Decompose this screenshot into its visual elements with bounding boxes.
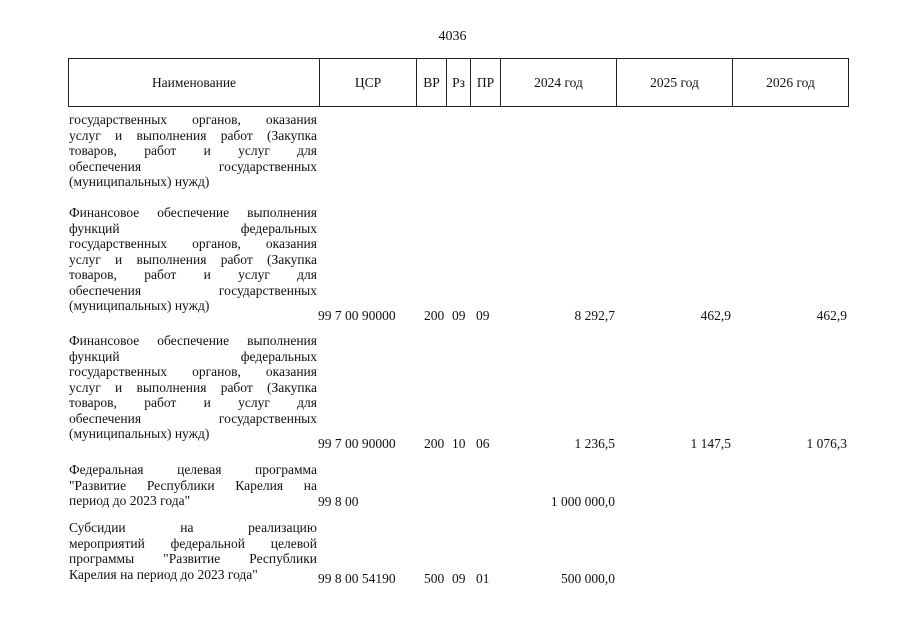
name-line: мероприятий федеральной целевой bbox=[69, 535, 317, 551]
header-pr: ПР bbox=[471, 59, 501, 106]
name-line: услуг и выполнения работ (Закупка bbox=[69, 379, 317, 395]
name-line: обеспечения государственных bbox=[69, 282, 317, 298]
row-vr: 200 bbox=[424, 308, 445, 323]
table-header bbox=[68, 58, 849, 107]
header-2026: 2026 год bbox=[766, 75, 815, 90]
row-rz: 09 bbox=[452, 308, 466, 323]
name-line: государственных органов, оказания bbox=[69, 364, 317, 379]
row-2026: 462,9 bbox=[816, 308, 847, 323]
header-2024: 2024 год bbox=[501, 59, 617, 106]
row-name bbox=[69, 333, 317, 442]
row-vr: 200 bbox=[424, 436, 445, 451]
name-line: функций федеральных bbox=[69, 220, 317, 236]
name-line: обеспечения государственных bbox=[69, 410, 317, 426]
name-line: "Развитие Республики Карелия на bbox=[69, 477, 317, 493]
name-line: товаров, работ и услуг для bbox=[69, 395, 317, 410]
row-2025: 462,9 bbox=[700, 308, 731, 323]
name-line: функций федеральных bbox=[69, 348, 317, 364]
name-line: (муниципальных) нужд) bbox=[69, 298, 210, 313]
page-number: 4036 bbox=[438, 29, 467, 44]
row-name bbox=[69, 112, 317, 190]
name-line: государственных органов, оказания bbox=[69, 236, 317, 251]
row-2024: 500 000,0 bbox=[561, 571, 615, 586]
header-name: Наименование bbox=[69, 59, 320, 106]
row-rz: 09 bbox=[452, 571, 466, 586]
row-pr: 01 bbox=[476, 571, 490, 586]
header-2025: 2025 год bbox=[617, 59, 733, 106]
name-line: программы "Развитие Республики bbox=[69, 551, 317, 566]
row-2024: 8 292,7 bbox=[574, 308, 615, 323]
row-2024: 1 000 000,0 bbox=[550, 494, 615, 509]
name-line: услуг и выполнения работ (Закупка bbox=[69, 251, 317, 267]
row-name bbox=[69, 462, 317, 509]
row-vr: 500 bbox=[424, 571, 445, 586]
row-name bbox=[69, 520, 317, 582]
name-line: (муниципальных) нужд) bbox=[69, 426, 210, 441]
row-2026: 1 076,3 bbox=[806, 436, 847, 451]
header-vr: ВР bbox=[417, 59, 447, 106]
row-csr: 99 7 00 90000 bbox=[318, 436, 396, 451]
row-2025: 1 147,5 bbox=[690, 436, 731, 451]
row-rz: 10 bbox=[452, 436, 466, 451]
row-csr: 99 7 00 90000 bbox=[318, 308, 396, 323]
header-csr: ЦСР bbox=[320, 59, 417, 106]
name-line: Федеральная целевая программа bbox=[69, 462, 317, 477]
row-pr: 06 bbox=[476, 436, 490, 451]
row-name bbox=[69, 205, 317, 314]
name-line: период до 2023 года" bbox=[69, 493, 191, 508]
header-rz: Рз bbox=[447, 59, 471, 106]
name-line: товаров, работ и услуг для bbox=[69, 267, 317, 282]
name-line: Карелия на период до 2023 года" bbox=[69, 566, 258, 582]
name-line: товаров, работ и услуг для bbox=[69, 143, 317, 158]
name-line: государственных органов, оказания bbox=[69, 112, 317, 127]
name-line: (муниципальных) нужд) bbox=[69, 174, 210, 189]
row-csr: 99 8 00 54190 bbox=[318, 571, 396, 586]
row-2024: 1 236,5 bbox=[574, 436, 615, 451]
name-line: Финансовое обеспечение выполнения bbox=[69, 333, 317, 348]
row-csr: 99 8 00 bbox=[318, 494, 359, 509]
name-line: Финансовое обеспечение выполнения bbox=[69, 205, 317, 220]
name-line: Субсидии на реализацию bbox=[69, 520, 317, 535]
name-line: услуг и выполнения работ (Закупка bbox=[69, 127, 317, 143]
row-pr: 09 bbox=[476, 308, 490, 323]
name-line: обеспечения государственных bbox=[69, 158, 317, 174]
